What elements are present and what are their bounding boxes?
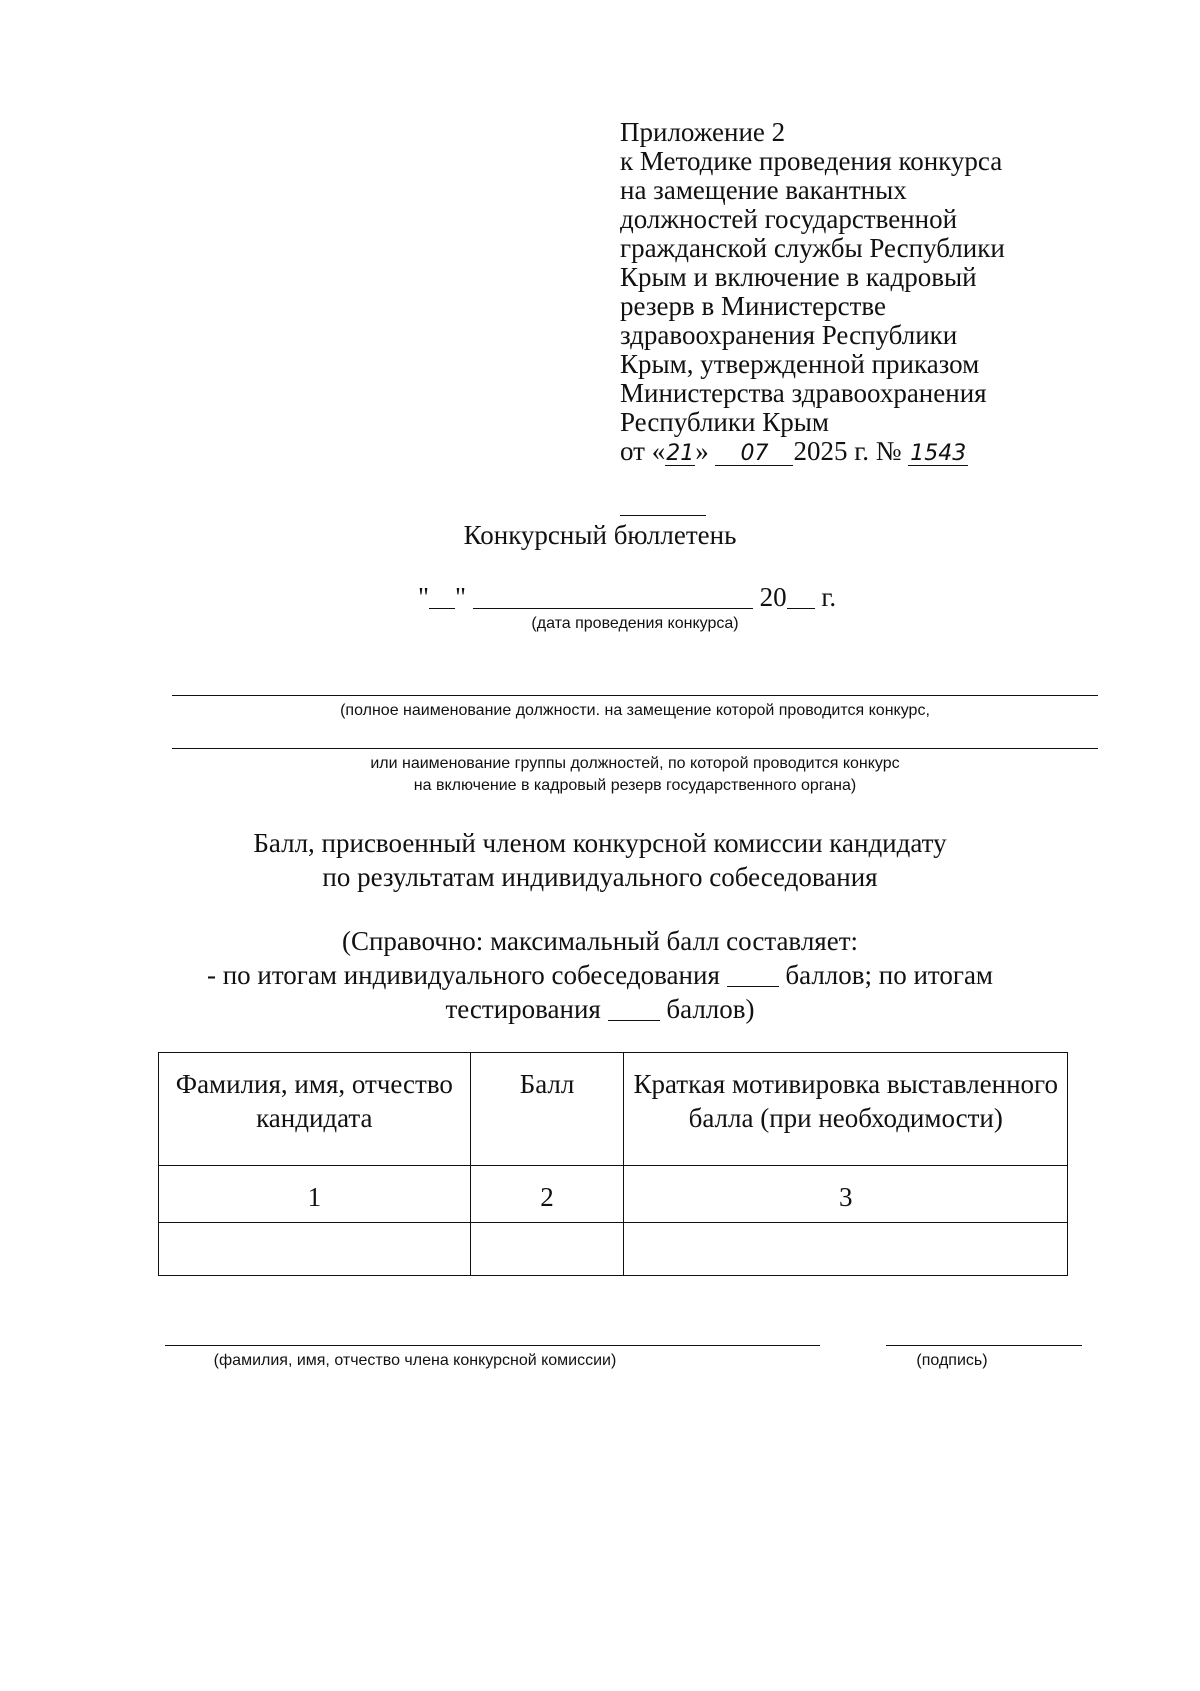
appendix-line: Крым, утвержденной приказом [620,349,980,379]
reference-text: - по итогам индивидуального собеседования [206,960,720,990]
position-line-1 [172,695,1098,696]
month-blank [473,586,753,609]
header-cell-score: Балл [470,1053,624,1166]
member-name-line [165,1345,820,1346]
year-prefix: 20 [759,582,787,612]
date-mid: » [695,436,709,466]
test-score-blank [608,998,660,1021]
appendix-line: Приложение 2 [620,117,786,147]
empty-cell [624,1223,1068,1276]
date-prefix: от « [620,436,666,466]
signature-caption: (подпись) [916,1352,988,1369]
column-number: 2 [470,1166,624,1223]
reference-text: баллов; по итогам [785,960,994,990]
appendix-line: Крым и включение в кадровый [620,262,977,292]
reference-line [0,992,1200,1026]
order-day-handwritten: 21 [666,441,695,466]
score-heading-line: по результатам индивидуального собеседования [322,862,878,892]
reference-line: (Справочно: максимальный балл составляет: [341,926,859,956]
appendix-line: Министерства здравоохранения [620,378,987,408]
member-name-caption: (фамилия, имя, отчество члена конкурсной комиссии) [213,1352,617,1369]
page-title: Конкурсный бюллетень [463,520,737,550]
appendix-line: резерв в Министерстве [620,291,886,321]
signature-line [886,1345,1082,1346]
position-caption: на включение в кадровый резерв государственного органа) [413,777,857,794]
decorative-rule [620,515,706,516]
appendix-line: Республики Крым [620,407,829,437]
order-month-handwritten: 07 [715,443,793,466]
quote-close: " [455,582,467,612]
year-suffix: г. [821,582,837,612]
table-header-row [159,1053,1068,1166]
column-number: 3 [624,1166,1068,1223]
position-line-2 [172,748,1098,749]
empty-cell [470,1223,624,1276]
column-number: 1 [159,1166,471,1223]
header-cell-name: Фамилия, имя, отчество кандидата [159,1053,471,1166]
interview-score-blank [727,964,779,987]
date-year: 2025 г. № [793,436,902,466]
contest-date-line [418,582,836,613]
reference-text: баллов) [666,994,755,1024]
score-heading-line: Балл, присвоенный членом конкурсной комиссии кандидату [253,828,947,858]
position-caption: (полное наименование должности. на замещение которой проводится конкурс, [340,702,930,719]
score-table [158,1052,1068,1276]
appendix-line: на замещение вакантных [620,175,907,205]
order-date-line [620,437,1040,466]
appendix-line: гражданской службы Республики [620,233,1005,263]
appendix-line: к Методике проведения конкурса [620,146,1003,176]
date-caption: (дата проведения конкурса) [531,615,739,632]
empty-cell [159,1223,471,1276]
reference-line [0,958,1200,992]
reference-text: тестирования [445,994,601,1024]
day-blank [429,586,455,609]
appendix-header [620,118,1040,466]
table-row [159,1166,1068,1223]
appendix-line: здравоохранения Республики [620,320,958,350]
header-cell-motivation: Краткая мотивировка выставленного балла (при необходимости) [624,1053,1068,1166]
reference-note [0,924,1200,1026]
score-heading [0,826,1200,894]
appendix-line: должностей государственной [620,204,958,234]
quote-open: " [418,582,430,612]
order-number-handwritten: 1543 [910,441,967,466]
year-blank [787,586,815,609]
table-row [159,1223,1068,1276]
position-caption: или наименование группы должностей, по которой проводится конкурс [370,755,900,772]
